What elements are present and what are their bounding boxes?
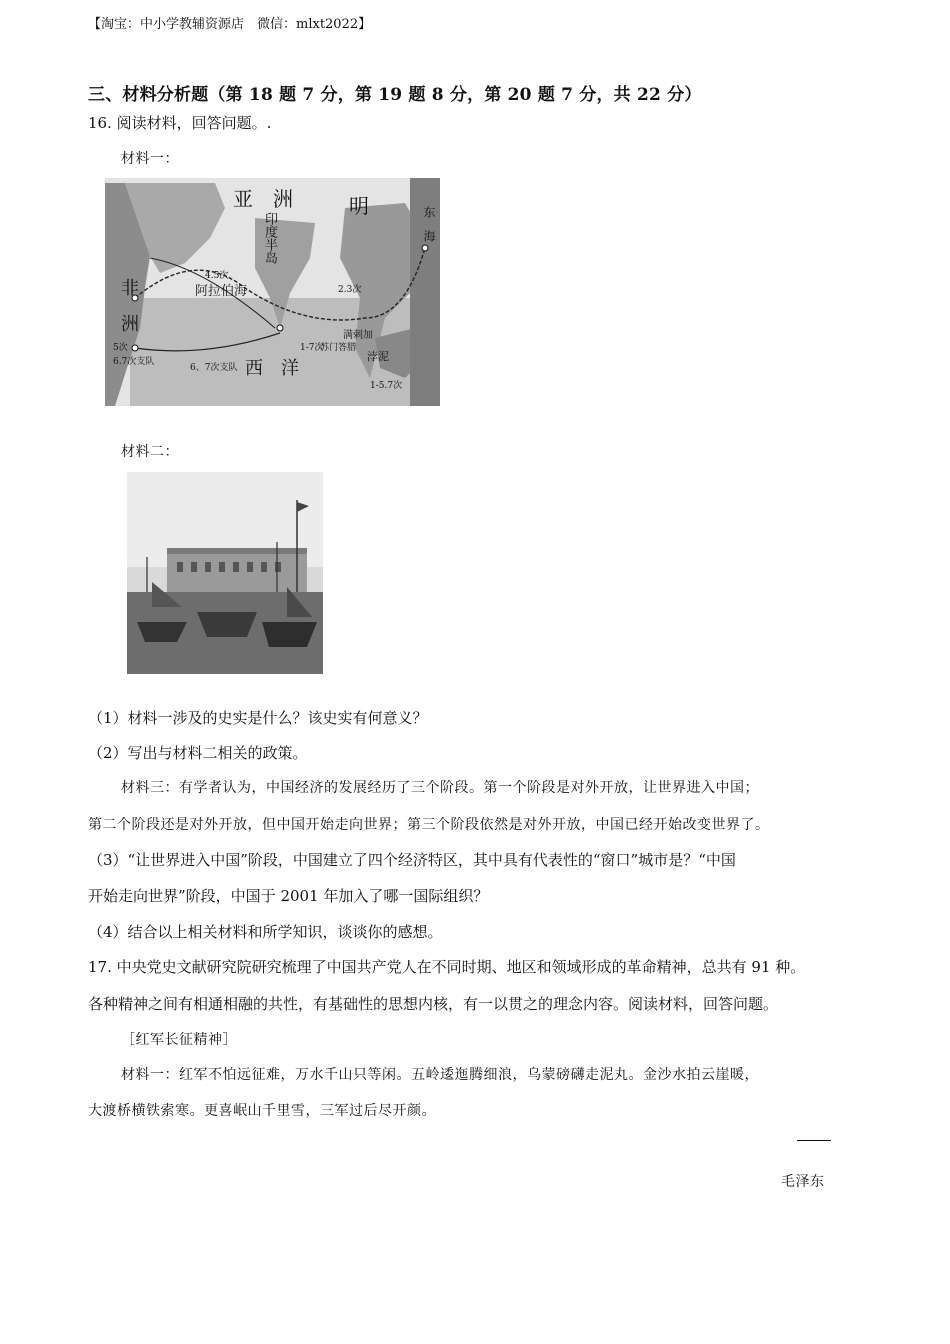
q17-material1-line2: 大渡桥横铁索寒。更喜岷山千里雪，三军过后尽开颜。 [88,1103,436,1119]
map-label-west-ocean: 西 洋 [245,358,299,379]
question-16-stem: 16. 阅读材料，回答问题。. [88,114,272,132]
q16-sub3-line1: （3）“让世界进入中国”阶段，中国建立了四个经济特区，其中具有代表性的“窗口”城市是？“中国 [88,851,736,869]
material-2-label: 材料二： [121,444,179,460]
map-label-east-sea: 东 海 [422,206,436,242]
map-label-india: 印度半岛 [262,212,277,264]
map-label-voyage-5: 5次 [113,343,128,353]
map-label-ming: 明 [349,194,369,218]
map-label-africa: 非 洲 [118,278,139,332]
question-17-stem-line2: 各种精神之间有相通相融的共性，有基础性的思想内核，有一以贯之的理念内容。阅读材料，回答问题。 [88,995,779,1013]
q16-sub1: （1）材料一涉及的史实是什么？该史实有何意义？ [88,709,428,727]
map-label-asia: 亚 洲 [233,187,293,211]
attribution-dash [797,1140,831,1141]
map-label-voyage-23: 2.3次 [338,285,362,295]
material-1-label: 材料一： [121,151,179,167]
q16-sub2: （2）写出与材料二相关的政策。 [88,744,308,762]
q16-sub3-line2: 开始走向世界”阶段，中国于 2001 年加入了哪一国际组织？ [88,887,489,905]
q16-sub4: （4）结合以上相关材料和所学知识，谈谈你的感想。 [88,923,443,941]
map-label-voyage-67: 6.7次支队 [113,357,155,367]
zheng-he-voyage-map [105,178,440,406]
q17-subhead: ［红军长征精神］ [121,1032,237,1048]
poem-author: 毛泽东 [781,1174,825,1190]
map-label-sumatra: 苏门答腊 [320,343,357,353]
map-label-voyage-67b: 6、7次支队 [190,363,238,373]
map-label-voyage-45: 4.5次 [205,271,229,281]
material-3-line1: 材料三：有学者认为，中国经济的发展经历了三个阶段。第一个阶段是对外开放，让世界进入中国； [121,780,759,796]
map-label-arabian-sea: 阿拉伯海 [195,284,248,299]
material-3-line2: 第二个阶段还是对外开放，但中国开始走向世界；第三个阶段依然是对外开放，中国已经开始改变世界了。 [88,817,770,833]
question-17-stem-line1: 17. 中央党史文献研究院研究梳理了中国共产党人在不同时期、地区和领域形成的革命精神，总共有 91 种。 [88,958,806,976]
watermark-header: 【淘宝：中小学教辅资源店 微信：mlxt2022】 [88,17,372,32]
map-label-voyage-17: 1-7次 [300,343,324,353]
section-title: 三、材料分析题（第 18 题 7 分，第 19 题 8 分，第 20 题 7 分，共 22 分） [88,85,702,105]
map-label-malacca: 满剌加 [343,330,373,341]
harbor-engraving-image [127,472,323,674]
map-label-jingnan: 浡泥 [367,350,389,363]
q17-material1-line1: 材料一：红军不怕远征难，万水千山只等闲。五岭逶迤腾细浪，乌蒙磅礴走泥丸。金沙水拍云崖暖， [121,1067,759,1083]
map-label-voyage-157: 1-5.7次 [370,381,403,391]
